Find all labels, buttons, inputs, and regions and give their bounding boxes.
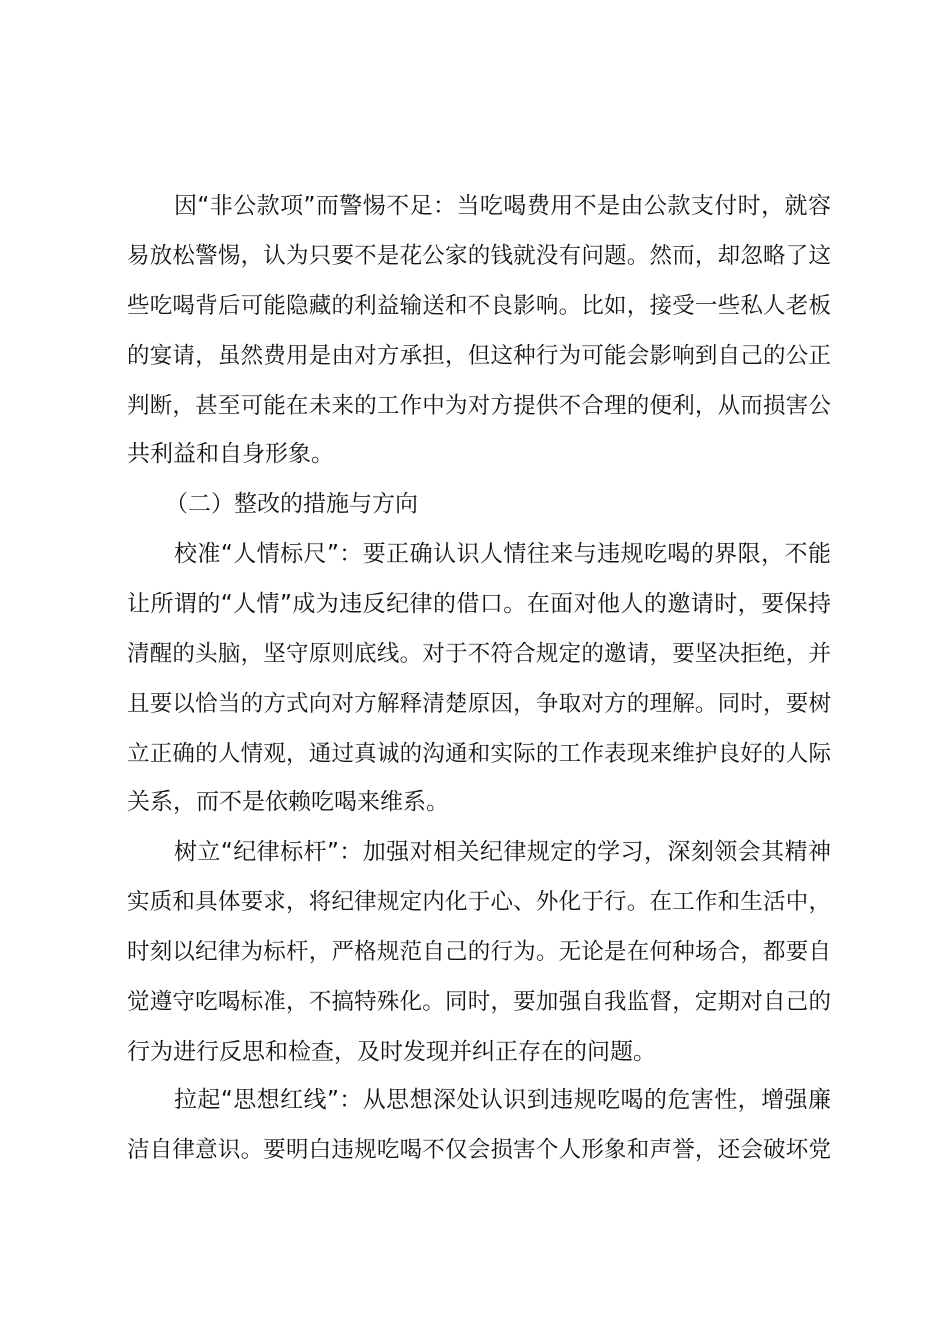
paragraph-1-line-2: 易放松警惕，认为只要不是花公家的钱就没有问题。然而，却忽略了这: [127, 243, 831, 269]
paragraph-3-line-4: 觉遵守吃喝标准，不搞特殊化。同时，要加强自我监督，定期对自己的: [127, 989, 831, 1015]
paragraph-3-line-3: 时刻以纪律为标杆，严格规范自己的行为。无论是在何种场合，都要自: [127, 939, 831, 965]
paragraph-4-line-1: 拉起“思想红线”：从思想深处认识到违规吃喝的危害性，增强廉: [174, 1087, 831, 1113]
paragraph-3-line-1: 树立“纪律标杆”：加强对相关纪律规定的学习，深刻领会其精神: [174, 839, 831, 865]
paragraph-4-line-2: 洁自律意识。要明白违规吃喝不仅会损害个人形象和声誉，还会破坏党: [127, 1137, 831, 1163]
paragraph-3-line-2: 实质和具体要求，将纪律规定内化于心、外化于行。在工作和生活中，: [127, 889, 831, 915]
paragraph-1-line-6: 共利益和自身形象。: [127, 441, 334, 467]
paragraph-2-line-3: 清醒的头脑，坚守原则底线。对于不符合规定的邀请，要坚决拒绝，并: [127, 641, 831, 667]
paragraph-1-line-5: 判断，甚至可能在未来的工作中为对方提供不合理的便利，从而损害公: [127, 393, 831, 419]
paragraph-1-line-3: 些吃喝背后可能隐藏的利益输送和不良影响。比如，接受一些私人老板: [127, 293, 831, 319]
paragraph-2-line-1: 校准“人情标尺”：要正确认识人情往来与违规吃喝的界限，不能: [174, 541, 831, 567]
paragraph-1-line-4: 的宴请，虽然费用是由对方承担，但这种行为可能会影响到自己的公正: [127, 343, 831, 369]
paragraph-2-line-5: 立正确的人情观，通过真诚的沟通和实际的工作表现来维护良好的人际: [127, 741, 831, 767]
paragraph-1-line-1: 因“非公款项”而警惕不足：当吃喝费用不是由公款支付时，就容: [174, 193, 831, 219]
paragraph-2-line-4: 且要以恰当的方式向对方解释清楚原因，争取对方的理解。同时，要树: [127, 691, 831, 717]
paragraph-3-line-5: 行为进行反思和检查，及时发现并纠正存在的问题。: [127, 1039, 656, 1065]
paragraph-2-line-6: 关系，而不是依赖吃喝来维系。: [127, 789, 449, 815]
paragraph-2-line-2: 让所谓的“人情”成为违反纪律的借口。在面对他人的邀请时，要保持: [127, 591, 831, 617]
section-heading: （二）整改的措施与方向: [165, 491, 418, 517]
